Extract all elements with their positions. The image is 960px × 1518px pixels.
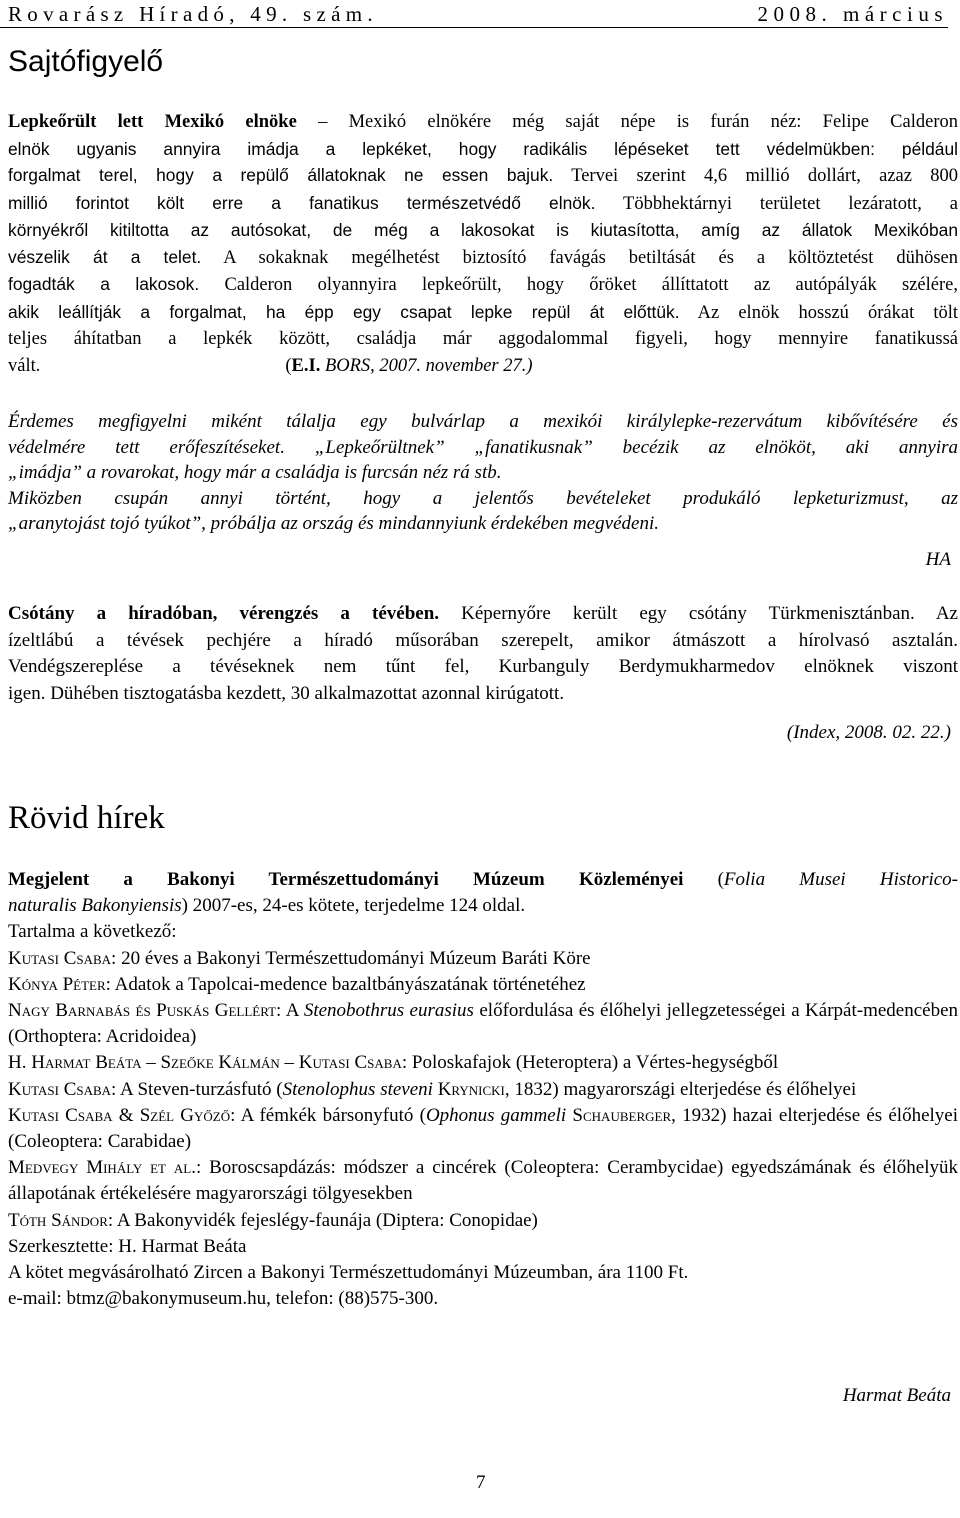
list-item: Kutasi Csaba: 20 éves a Bakonyi Természettudományi Múzeum Baráti Köre <box>8 947 591 969</box>
list-item: H. Harmat Beáta – Szeőke Kálmán – Kutasi Csaba: Poloskafajok (Heteroptera) a Vértes-hegységből <box>8 1052 779 1074</box>
section2-signature: Harmat Beáta <box>842 1385 951 1406</box>
journal-issue: Rovarász Híradó, 49. szám. <box>8 2 378 26</box>
contents-label: Tartalma a következő: <box>8 921 177 943</box>
section-title-rovid-hirek: Rövid hírek <box>8 800 165 836</box>
editor-line: Szerkesztette: H. Harmat Beáta <box>8 1235 247 1257</box>
article-cockroach: Csótány a híradóban, vérengzés a tévében. Képernyőre került egy csótány Türkmenisztánban. Az ízeltlábú a tévések pechjére a híradó műsorában szerepelt, amikor átmászott a hírolvasó asztalán. Vendégszereplése a tévéseknek nem tűnt fel, Kurbanguly Berdymukharmedov elnöknek viszont igen. Dühében tisztogatásba kezdett, 30 alkalmazottat azonnal kirúgatott. <box>8 603 958 704</box>
article-mexico: Lepkeőrült lett Mexikó elnöke – Mexikó elnökére még saját népe is furán néz: Felipe Calderon elnök ugyanis annyira imádja a lepkéket, hogy radikális lépéseket tett védelmükben: például forgalmat terel, hogy a repülő állatoknak ne essen bajuk. Tervei szerint 4,6 millió dollárt, azaz 800 millió forintot költ erre a fanatikus természetvédő elnök. Többhektárnyi területet lezáratott, a környékről kitiltotta az autósokat, de még a lakosokat is kiutasította, amíg az állatok Mexikóban vészelik át a telet. A sokaknak megélhetést biztosító favágás betiltását és a költöztetést dühösen fogadták a lakosok. Calderon olyannyira lepkeőrült, hogy őröket állíttatott az autópályák szélére, akik leállítják a forgalmat, ha épp egy csapat lepke repül át előttük. Az elnök hosszú órákat tölt teljes áhítatban a lepkék között, családja már aggodalommal figyeli, hogy mennyire fanatikussá vált. (E.I. BORS, 2007. november 27.) <box>8 112 959 376</box>
running-header <box>8 2 948 26</box>
list-item: Kónya Péter: Adatok a Tapolcai-medence bazaltbányászatának történetéhez <box>8 973 586 995</box>
section-title-sajtofigyelo: Sajtófigyelő <box>8 45 164 78</box>
list-item: Tóth Sándor: A Bakonyvidék fejeslégy-faunája (Diptera: Conopidae) <box>8 1209 538 1231</box>
header-rule <box>0 27 948 28</box>
list-item: Kutasi Csaba: A Steven-turzásfutó (Stenolophus steveni Krynicki, 1832) magyarországi elterjedése és élőhelyei <box>8 1078 857 1100</box>
issue-date: 2008. március <box>757 2 948 26</box>
contact-info: e-mail: btmz@bakonymuseum.hu, telefon: (88)575-300. <box>8 1288 439 1310</box>
article-mexico-headline: Lepkeőrült lett Mexikó elnöke <box>8 112 297 132</box>
list-item: Nagy Barnabás és Puskás Gellért: A Stenobothrus eurasius előfordulása és élőhelyi jellegzetességei a Kárpát-medencében (Orthoptera: Acridoidea) <box>8 1000 959 1048</box>
article-cockroach-headline: Csótány a híradóban, vérengzés a tévében. <box>8 603 440 624</box>
article-mexico-source: BORS, 2007. november 27.) <box>320 355 533 376</box>
comment-signature: HA <box>925 549 951 570</box>
bulletin-title: Megjelent a Bakonyi Természettudományi Múzeum Közleményei <box>8 869 684 890</box>
purchase-info: A kötet megvásárolható Zircen a Bakonyi Természettudományi Múzeumban, ára 1100 Ft. <box>8 1262 689 1284</box>
list-item: Medvegy Mihály et al.: Boroscsapdázás: módszer a cincérek (Coleoptera: Cerambycidae) egyedszámának és élőhelyük állapotának értékelésére magyarországi tölgyesekben <box>8 1157 958 1205</box>
page-number: 7 <box>476 1472 486 1493</box>
list-item: Kutasi Csaba & Szél Győző: A fémkék bársonyfutó (Ophonus gammeli Schauberger, 1932) hazai elterjedése és élőhelyei (Coleoptera: Carabidae) <box>8 1104 959 1153</box>
article-cockroach-source: (Index, 2008. 02. 22.) <box>786 722 951 743</box>
article-mexico-source-initials: E.I. <box>291 355 321 376</box>
editor-comment: Érdemes megfigyelni miként tálalja egy bulvárlap a mexikói királylepke-rezervátum kibővítésére és védelmére tett erőfeszítéseket. „Lepkeőrültnek” „fanatikusnak” becézik az elnököt, aki annyira „imádja” a rovarokat, hogy már a családja is furcsán néz rá stb. Miközben csupán annyi történt, hogy a jelentős bevételeket produkáló lepketurizmust, az „aranytojást tojó tyúkot”, próbálja az ország és mindannyiunk érdekében megvédeni. <box>8 411 958 534</box>
museum-bulletin-news: Megjelent a Bakonyi Természettudományi Múzeum Közleményei (Folia Musei Historico- naturalis Bakonyiensis) 2007-es, 24-es kötete, terjedelme 124 oldal. Tartalma a következő: Kutasi Csaba: 20 éves a Bakonyi Természettudományi Múzeum Baráti Köre Kónya Péter: Adatok a Tapolcai-medence bazaltbányászatának történetéhez Nagy Barnabás és Puskás Gellért: A Stenobothrus eurasius előfordulása és élőhelyi jellegzetességei a Kárpát-medencében (Orthoptera: Acridoidea) H. Harmat Beáta – Szeőke Kálmán – Kutasi Csaba: Poloskafajok (Heteroptera) a Vértes-hegységből Kutasi Csaba: A Steven-turzásfutó (Stenolophus steveni Krynicki, 1832) magyarországi elterjedése és élőhelyei Kutasi Csaba & Szél Győző: A fémkék bársonyfutó (Ophonus gammeli Schauberger, 1932) hazai elterjedése és élőhelyei (Coleoptera: Carabidae) Medvegy Mihály et al.: Boroscsapdázás: módszer a cincérek (Coleoptera: Cerambycidae) egyedszámának és élőhelyük állapotának értékelésére magyarországi tölgyesekben Tóth Sándor: A Bakonyvidék fejeslégy-faunája (Diptera: Conopidae) Szerkesztette: H. Harmat Beáta A kötet megvásárolható Zircen a Bakonyi Természettudományi Múzeumban, ára 1100 Ft. e-mail: btmz@bakonymuseum.hu, telefon: (88)575-300. <box>8 867 958 1312</box>
